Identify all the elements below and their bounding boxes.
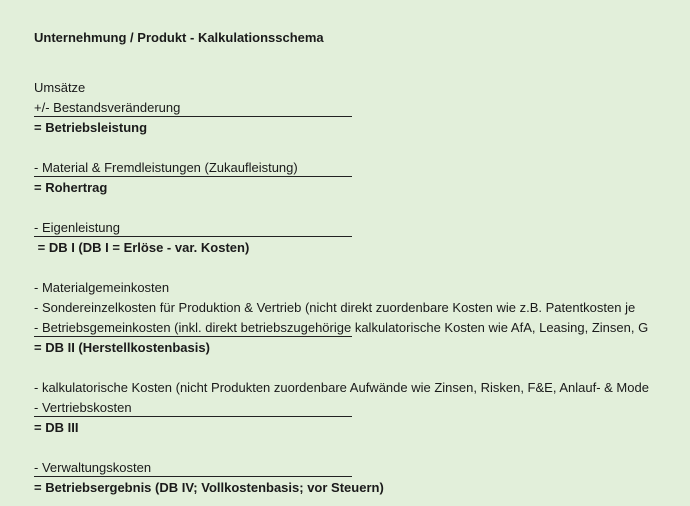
line-db-3: = DB III [34, 420, 79, 435]
line-rohertrag: = Rohertrag [34, 180, 108, 195]
line-materialgemeinkosten: - Materialgemeinkosten [34, 280, 170, 295]
subtotal-rule [34, 336, 352, 337]
line-betriebsergebnis: = Betriebsergebnis (DB IV; Vollkostenbasis; vor Steuern) [34, 480, 384, 495]
line-betriebsleistung: = Betriebsleistung [34, 120, 148, 135]
line-bestandsveraenderung: +/- Bestandsveränderung [34, 100, 181, 115]
line-eigenleistung: - Eigenleistung [34, 220, 120, 235]
sheet-title: Unternehmung / Produkt - Kalkulationsschema [34, 30, 324, 45]
subtotal-rule [34, 116, 352, 117]
subtotal-rule [34, 176, 352, 177]
line-kalkulatorische-kosten: - kalkulatorische Kosten (nicht Produkten zuordenbare Aufwände wie Zinsen, Risken, F&E, Anlauf- & Mode [34, 380, 649, 395]
line-verwaltungskosten: - Verwaltungskosten [34, 460, 152, 475]
line-umsaetze: Umsätze [34, 80, 86, 95]
line-sondereinzelkosten: - Sondereinzelkosten für Produktion & Vertrieb (nicht direkt zuordenbare Kosten wie z.B. Patentkosten je [34, 300, 636, 315]
line-db-1: = DB I (DB I = Erlöse - var. Kosten) [34, 240, 250, 255]
line-betriebsgemeinkosten: - Betriebsgemeinkosten (inkl. direkt betriebszugehörige kalkulatorische Kosten wie AfA, Leasing, Zinsen, G [34, 320, 649, 335]
subtotal-rule [34, 416, 352, 417]
line-db-2: = DB II (Herstellkostenbasis) [34, 340, 210, 355]
line-material-fremdleistungen: - Material & Fremdleistungen (Zukaufleistung) [34, 160, 298, 175]
subtotal-rule [34, 236, 352, 237]
subtotal-rule [34, 476, 352, 477]
line-vertriebskosten: - Vertriebskosten [34, 400, 132, 415]
